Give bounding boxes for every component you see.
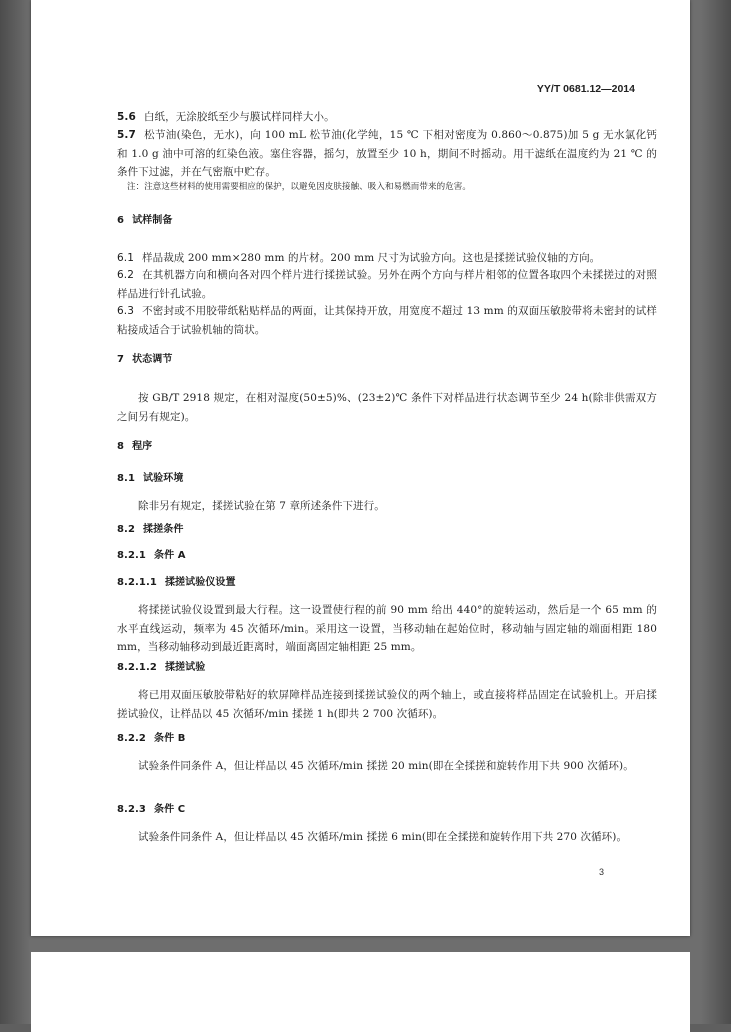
clause-8-2-3-heading bbox=[117, 801, 657, 820]
safety-note: 注：注意这些材料的使用需要相应的保护，以避免因皮肤接触、吸入和易燃而带来的危害。 bbox=[127, 182, 472, 192]
clause-6-1 bbox=[117, 249, 657, 268]
clause-8-2-3-text: 试验条件同条件 A，但让样品以 45 次循环/min 揉搓 6 min(即在全揉搓和旋转作用下共 270 次循环)。 bbox=[138, 831, 628, 843]
next-page-preview bbox=[31, 952, 690, 1032]
clause-5-6 bbox=[117, 108, 657, 127]
clause-8-2-heading bbox=[117, 521, 657, 540]
clause-title: 揉搓条件 bbox=[143, 524, 184, 535]
clause-5-7 bbox=[117, 126, 657, 182]
clause-number: 8.2.2 bbox=[117, 733, 146, 744]
section-title: 试样制备 bbox=[132, 215, 173, 226]
clause-title: 揉搓试验 bbox=[164, 662, 206, 673]
clause-8-2-1-heading bbox=[117, 547, 657, 566]
clause-title: 揉搓试验仪设置 bbox=[164, 577, 236, 588]
clause-number: 6.1 bbox=[117, 252, 134, 264]
clause-8-2-1-1-text: 将揉搓试验仪设置到最大行程。这一设置使行程的前 90 mm 给出 440°的旋转运动，然后是一个 65 mm 的水平直线运动，频率为 45 次循环/min。采用这一设置，当移动轴在起始位时，移动轴与固定轴的端面相距 180 mm，当移动轴移动到最近距离时，端面离固定轴相距 25 mm。 bbox=[117, 604, 657, 653]
clause-number: 5.6 bbox=[117, 111, 136, 123]
clause-text: 松节油(染色，无水)，向 100 mL 松节油(化学纯，15 ℃ 下相对密度为 0.860～0.875)加 5 g 无水氯化钙和 1.0 g 油中可溶的红染色液。塞住容器，摇匀，放置至少 10 h，期间不时摇动。用干滤纸在温度约为 21 ℃ 的条件下过滤，并在气密瓶中贮存。 bbox=[117, 129, 657, 178]
clause-title: 条件 C bbox=[153, 804, 186, 815]
clause-title: 试验环境 bbox=[143, 473, 184, 484]
clause-number: 8.2.1 bbox=[117, 550, 146, 561]
clause-number: 8.2 bbox=[117, 524, 136, 535]
section-7-text: 按 GB/T 2918 规定，在相对湿度(50±5)%、(23±2)℃ 条件下对样品进行状态调节至少 24 h(除非供需双方之间另有规定)。 bbox=[117, 392, 657, 423]
section-number: 7 bbox=[117, 354, 125, 365]
clause-6-3 bbox=[117, 302, 657, 339]
clause-6-2 bbox=[117, 266, 657, 303]
section-6-heading bbox=[117, 212, 657, 231]
standard-number: YY/T 0681.12—2014 bbox=[536, 83, 635, 95]
section-8-heading bbox=[117, 438, 657, 457]
clause-8-2-1-1-heading bbox=[117, 574, 657, 593]
clause-title: 条件 A bbox=[153, 550, 186, 561]
page-number: 3 bbox=[598, 867, 604, 877]
clause-text: 白纸，无涂胶纸至少与膜试样同样大小。 bbox=[143, 111, 335, 123]
clause-8-2-2-heading bbox=[117, 730, 657, 749]
clause-8-1-text: 除非另有规定，揉搓试验在第 7 章所述条件下进行。 bbox=[138, 500, 385, 512]
clause-8-2-1-2-heading bbox=[117, 659, 657, 678]
clause-8-1-heading bbox=[117, 470, 657, 489]
clause-number: 8.2.1.2 bbox=[117, 662, 157, 673]
clause-8-2-2-text: 试验条件同条件 A，但让样品以 45 次循环/min 揉搓 20 min(即在全揉搓和旋转作用下共 900 次循环)。 bbox=[138, 760, 634, 772]
clause-number: 8.2.3 bbox=[117, 804, 146, 815]
clause-number: 6.3 bbox=[117, 305, 134, 317]
section-title: 程序 bbox=[132, 441, 153, 452]
clause-number: 8.1 bbox=[117, 473, 136, 484]
clause-number: 8.2.1.1 bbox=[117, 577, 157, 588]
section-number: 8 bbox=[117, 441, 125, 452]
clause-number: 5.7 bbox=[117, 129, 136, 141]
section-number: 6 bbox=[117, 215, 125, 226]
section-title: 状态调节 bbox=[132, 354, 173, 365]
clause-8-2-1-2-text: 将已用双面压敏胶带粘好的软屏障样品连接到揉搓试验仪的两个轴上，或直接将样品固定在试验机上。开启揉搓试验仪，让样品以 45 次循环/min 揉搓 1 h(即共 2 700 次循环)。 bbox=[117, 689, 657, 720]
clause-text: 在其机器方向和横向各对四个样片进行揉搓试验。另外在两个方向与样片相邻的位置各取四个未揉搓过的对照样品进行针孔试验。 bbox=[117, 269, 657, 300]
clause-text: 样品裁成 200 mm×280 mm 的片材。200 mm 尺寸为试验方向。这也是揉搓试验仪轴的方向。 bbox=[142, 252, 601, 264]
document-page bbox=[31, 0, 690, 936]
clause-title: 条件 B bbox=[153, 733, 186, 744]
clause-number: 6.2 bbox=[117, 269, 134, 281]
clause-text: 不密封或不用胶带纸粘贴样品的两面，让其保持开放，用宽度不超过 13 mm 的双面压敏胶带将未密封的试样粘接成适合于试验机轴的筒状。 bbox=[117, 305, 657, 336]
section-7-heading bbox=[117, 351, 657, 370]
